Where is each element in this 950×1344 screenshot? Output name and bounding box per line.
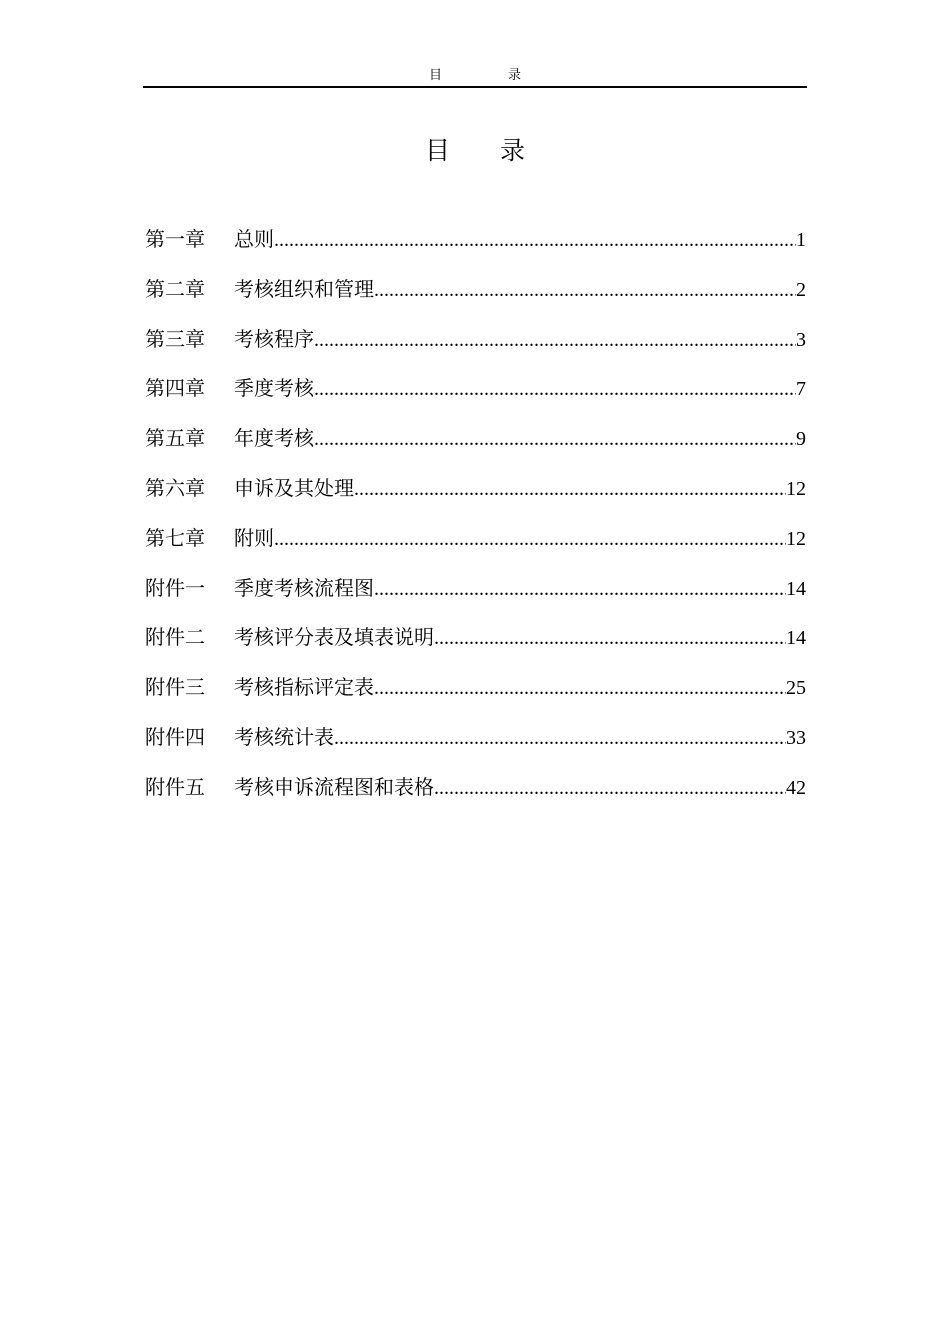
toc-dot-leader: [314, 326, 796, 354]
toc-entry-page: 12: [786, 527, 806, 550]
toc-entry-title: 考核程序: [234, 326, 314, 351]
toc-entry[interactable]: [145, 524, 806, 574]
toc-entry-number: 第七章: [145, 525, 205, 550]
toc-entry[interactable]: [145, 424, 806, 474]
toc-entry[interactable]: [145, 275, 806, 325]
toc-entry-page: 12: [786, 477, 806, 500]
toc-dot-leader: [434, 774, 786, 802]
toc-entry-number: 第二章: [145, 276, 205, 301]
toc-entry[interactable]: [145, 773, 806, 823]
toc-dot-leader: [334, 724, 786, 752]
toc-entry[interactable]: [145, 574, 806, 624]
toc-dot-leader: [314, 425, 796, 453]
toc-entry-title: 申诉及其处理: [234, 475, 354, 500]
toc-entry-page: 2: [796, 278, 806, 301]
header-text-char-2: 录: [508, 68, 522, 83]
toc-dot-leader: [274, 226, 796, 254]
toc-entry-title: 考核指标评定表: [234, 675, 374, 700]
toc-entry-title: 年度考核: [234, 426, 314, 451]
toc-entry-title: 总则: [234, 227, 274, 251]
toc-entry[interactable]: [145, 623, 806, 673]
toc-entry-number: 附件四: [145, 724, 205, 749]
toc-entry-page: 7: [796, 378, 806, 401]
toc-entry-page: 14: [786, 577, 806, 600]
toc-title-char-1: 目: [425, 136, 451, 165]
toc-entry-title: 附则: [234, 525, 274, 550]
toc-entry-number: 附件二: [145, 625, 205, 650]
toc-entry-number: 第四章: [145, 376, 205, 401]
toc-entry-number: 附件五: [145, 774, 205, 799]
toc-dot-leader: [374, 674, 786, 702]
toc-entry[interactable]: [145, 374, 806, 424]
toc-entry-title: 考核统计表: [234, 724, 334, 749]
toc-entry-title: 考核评分表及填表说明: [234, 625, 434, 650]
toc-dot-leader: [314, 375, 796, 403]
toc-entry[interactable]: [145, 673, 806, 723]
toc-entry-title: 考核申诉流程图和表格: [234, 774, 434, 799]
toc-entry-page: 42: [786, 776, 806, 799]
toc-entry-title: 季度考核: [234, 376, 314, 401]
toc-entry-page: 9: [796, 428, 806, 451]
toc-dot-leader: [274, 525, 786, 553]
toc-title: [0, 134, 950, 170]
toc-entry-page: 3: [796, 328, 806, 351]
toc-entry[interactable]: [145, 723, 806, 773]
toc-list: [145, 225, 806, 823]
toc-entry-number: 第一章: [145, 227, 205, 251]
page-header: [143, 66, 807, 88]
toc-entry-page: 1: [796, 229, 806, 251]
toc-entry-number: 第三章: [145, 326, 205, 351]
toc-dot-leader: [434, 624, 786, 652]
toc-entry-number: 第五章: [145, 426, 205, 451]
toc-entry-page: 33: [786, 726, 806, 749]
toc-dot-leader: [354, 475, 786, 503]
toc-dot-leader: [374, 575, 786, 603]
header-text-char-1: 目: [429, 68, 443, 83]
toc-entry-page: 25: [786, 677, 806, 700]
toc-dot-leader: [374, 276, 796, 304]
toc-entry-title: 季度考核流程图: [234, 575, 374, 600]
toc-entry[interactable]: [145, 225, 806, 275]
toc-entry-title: 考核组织和管理: [234, 276, 374, 301]
toc-title-char-2: 录: [500, 136, 526, 165]
toc-entry-number: 附件一: [145, 575, 205, 600]
toc-entry[interactable]: [145, 474, 806, 524]
toc-entry-number: 附件三: [145, 675, 205, 700]
toc-entry-page: 14: [786, 627, 806, 650]
toc-entry[interactable]: [145, 325, 806, 375]
toc-entry-number: 第六章: [145, 475, 205, 500]
